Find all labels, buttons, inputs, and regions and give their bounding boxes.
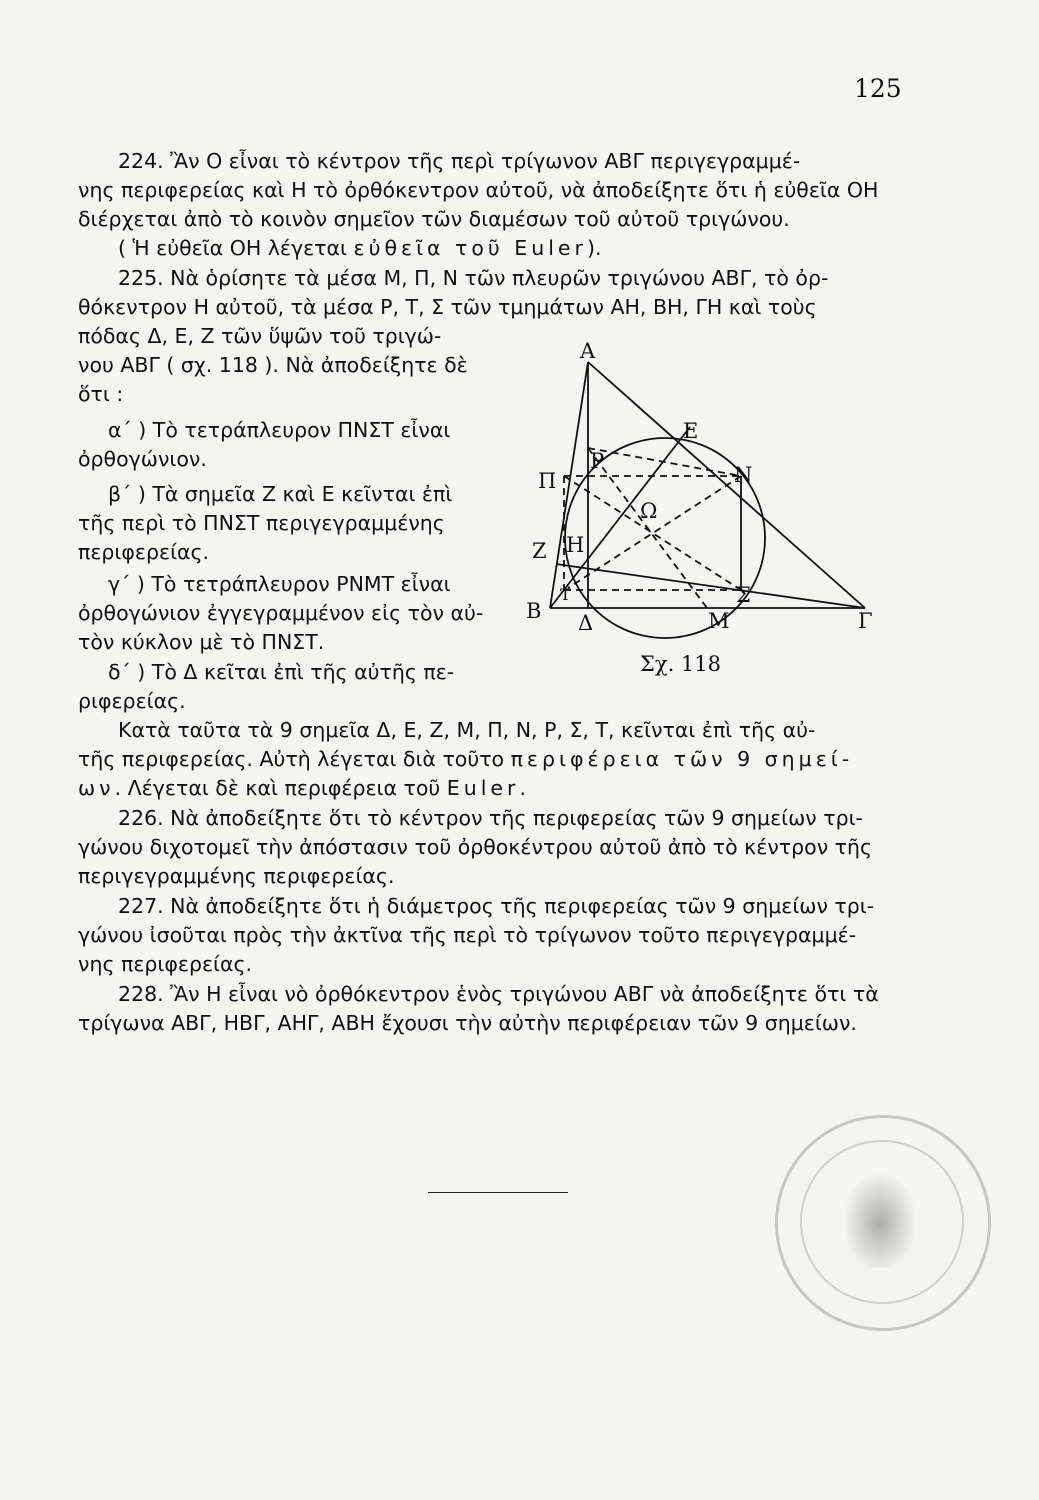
diagonal-n-t: [568, 476, 741, 588]
p226-line-3: περιγεγραμμένης περιφερείας.: [78, 864, 395, 888]
e3a: ων: [78, 776, 115, 800]
label-A: Α: [580, 339, 596, 363]
item-a-line-1: α΄ ) Τὸ τετράπλευρον ΠΝΣΤ εἶναι: [108, 418, 451, 442]
item-a-line-2: ὀρθογώνιον.: [78, 447, 207, 471]
label-Z: Ζ: [532, 539, 547, 563]
label-M: Μ: [708, 609, 730, 633]
p224-line-3: διέρχεται ἀπὸ τὸ κοινὸν σημεῖον τῶν διαμέσων τοῦ αὐτοῦ τριγώνου.: [78, 207, 790, 231]
e2a: τῆς περιφερείας. Αὐτὴ λέγεται διὰ τοῦτο: [78, 747, 511, 771]
label-Sigma: Σ: [736, 583, 751, 607]
p226-line-2: γώνου διχοτομεῖ τὴν ἀπόστασιν τοῦ ὀρθοκέντρου αὐτοῦ ἀπὸ τὸ κέντρον τῆς: [78, 835, 873, 859]
p228-line-1: 228. Ἂν Η εἶναι νὸ ὀρθόκεντρον ἑνὸς τριγώνου ΑΒΓ νὰ ἀποδείξητε ὅτι τὰ: [118, 982, 879, 1006]
library-stamp: [775, 1115, 991, 1331]
item-c-line-2: ὀρθογώνιον ἐγγεγραμμένον εἰς τὸν αὐ-: [78, 601, 484, 625]
stamp-figure-icon: [840, 1168, 920, 1268]
euler-line-note: [118, 236, 602, 260]
item-c-line-1: γ΄ ) Τὸ τετράπλευρον ΡΝΜΤ εἶναι: [108, 572, 451, 596]
label-Pi: Π: [538, 469, 557, 493]
nine-points-line-3: [78, 776, 526, 800]
item-b-line-2: τῆς περὶ τὸ ΠΝΣΤ περιγεγραμμένης: [78, 511, 445, 535]
item-d-line-2: ριφερείας.: [78, 689, 186, 713]
label-T: Τ: [560, 585, 571, 604]
p225-line-2: θόκεντρον Η αὐτοῦ, τὰ μέσα Ρ, Τ, Σ τῶν τμημάτων ΑΗ, ΒΗ, ΓΗ καὶ τοὺς: [78, 295, 817, 319]
p227-line-1: 227. Νὰ ἀποδείξητε ὅτι ἡ διάμετρος τῆς περιφερείας τῶν 9 σημείων τρι-: [118, 894, 875, 918]
euler-circle-term: Euler: [446, 776, 520, 800]
p228-line-2: τρίγωνα ΑΒΓ, ΗΒΓ, ΑΗΓ, ΑΒΗ ἔχουσι τὴν αὐτὴν περιφέρειαν τῶν 9 σημείων.: [78, 1011, 857, 1035]
p225-line-1: 225. Νὰ ὁρίσητε τὰ μέσα Μ, Π, Ν τῶν πλευρῶν τριγώνου ΑΒΓ, τὸ ὀρ-: [118, 266, 829, 290]
item-b-line-3: περιφερείας.: [78, 540, 210, 564]
diagonal-p-m: [588, 448, 707, 608]
label-Delta: Δ: [578, 611, 594, 635]
page-number: 125: [854, 74, 902, 103]
note-c: ).: [586, 236, 602, 260]
item-c-line-3: τὸν κύκλον μὲ τὸ ΠΝΣΤ.: [78, 630, 325, 654]
euler-line-term: εὐθεῖα τοῦ Euler: [353, 236, 587, 260]
item-d-line-1: δ΄ ) Τὸ Δ κεῖται ἐπὶ τῆς αὐτῆς πε-: [108, 660, 455, 684]
e3b: . Λέγεται δὲ καὶ περιφέρεια τοῦ: [114, 776, 447, 800]
nine-point-circle-term: περιφέρεια τῶν 9 σημεί-: [510, 747, 854, 771]
label-G: Γ: [858, 609, 873, 633]
note-a: ( Ἡ εὐθεῖα ΟΗ λέγεται: [118, 236, 354, 260]
p225-line-4: νου ΑΒΓ ( σχ. 118 ). Νὰ ἀποδείξητε δὲ: [78, 353, 468, 377]
label-P: Ρ: [590, 449, 605, 473]
label-E: Ε: [683, 419, 699, 443]
p227-line-2: γώνου ἰσοῦται πρὸς τὴν ἀκτῖνα τῆς περὶ τὸ τρίγωνον τοῦτο περιγεγραμμέ-: [78, 923, 857, 947]
item-b-line-1: β΄ ) Τὰ σημεῖα Ζ καὶ Ε κεῖνται ἐπὶ: [108, 482, 453, 506]
label-H: Η: [566, 533, 585, 557]
p225-line-5: ὅτι :: [78, 382, 124, 406]
label-N: Ν: [734, 463, 753, 487]
p226-line-1: 226. Νὰ ἀποδείξητε ὅτι τὸ κέντρον τῆς περιφερείας τῶν 9 σημείων τρι-: [118, 806, 863, 830]
label-Omega: Ω: [640, 499, 658, 523]
e3d: .: [519, 776, 526, 800]
figure-118: [520, 330, 900, 650]
figure-caption: Σχ. 118: [640, 652, 722, 676]
label-B: Β: [526, 599, 542, 623]
diagonal-pi-sigma: [564, 476, 741, 590]
p224-line-2: νης περιφερείας καὶ Η τὸ ὀρθόκεντρον αὐτοῦ, νὰ ἀποδείξητε ὅτι ἡ εὐθεῖα ΟΗ: [78, 178, 879, 202]
p224-line-1: 224. Ἂν Ο εἶναι τὸ κέντρον τῆς περὶ τρίγωνον ΑΒΓ περιγεγραμμέ-: [118, 149, 801, 173]
p225-line-3: πόδας Δ, Ε, Ζ τῶν ὕψῶν τοῦ τριγώ-: [78, 324, 442, 348]
p227-line-3: νης περιφερείας.: [78, 952, 253, 976]
nine-points-line-1: Κατὰ ταῦτα τὰ 9 σημεῖα Δ, Ε, Ζ, Μ, Π, Ν, Ρ, Σ, Τ, κεῖνται ἐπὶ τῆς αὐ-: [118, 718, 816, 742]
nine-points-line-2: [78, 747, 853, 771]
end-rule: [428, 1192, 568, 1193]
